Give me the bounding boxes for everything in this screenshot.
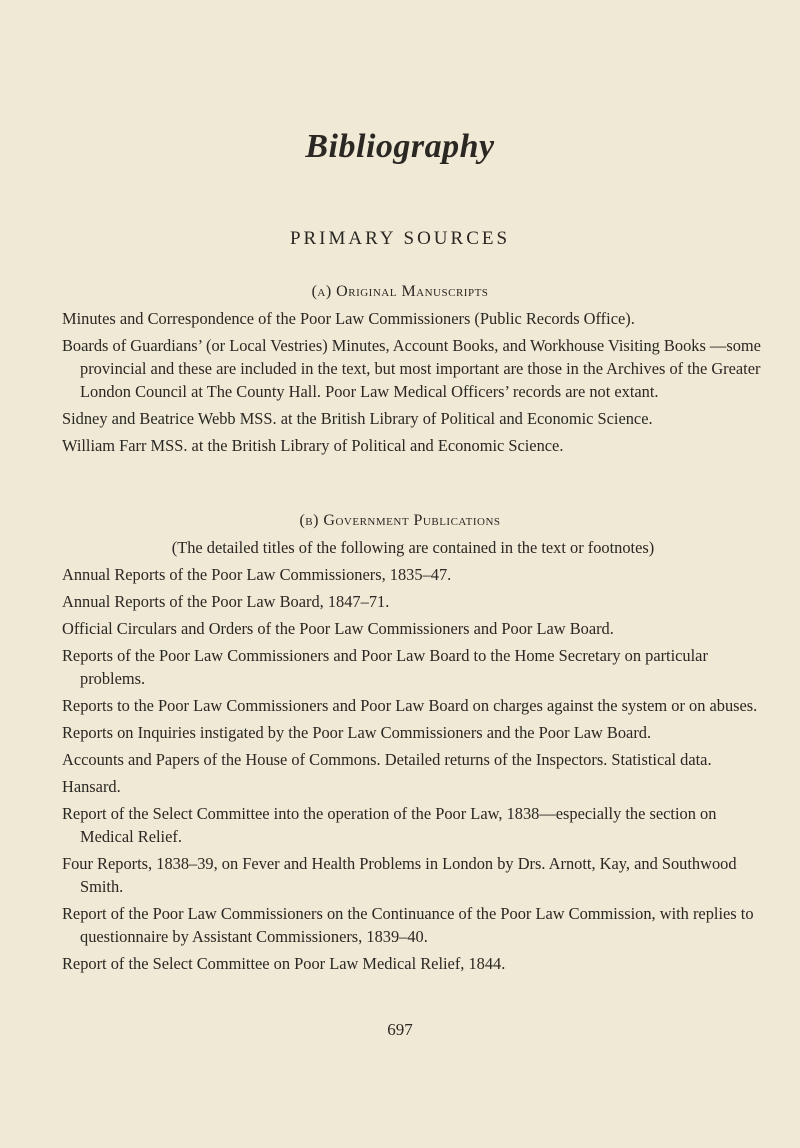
subsection-heading-manuscripts: (a) Original Manuscripts: [311, 283, 489, 300]
list-item: Sidney and Beatrice Webb MSS. at the British Library of Political and Economic Science.: [62, 409, 653, 428]
list-item: William Farr MSS. at the British Library of Political and Economic Science.: [62, 436, 564, 455]
list-item: Report of the Select Committee into the operation of the Poor Law, 1838—especially the section on Medical Relief.: [62, 804, 717, 846]
list-item: Accounts and Papers of the House of Commons. Detailed returns of the Inspectors. Statistical data.: [62, 750, 712, 769]
page-title: Bibliography: [305, 128, 495, 165]
government-publications-list: [62, 536, 764, 979]
list-item: Report of the Select Committee on Poor Law Medical Relief, 1844.: [62, 954, 506, 973]
list-item: Boards of Guardians’ (or Local Vestries) Minutes, Account Books, and Workhouse Visiting Books —some provincial and these are included in the text, but most important are those in the Archives of the Greater London Council at The County Hall. Poor Law Medical Officers’ records are not extant.: [62, 336, 761, 401]
list-item: Report of the Poor Law Commissioners on the Continuance of the Poor Law Commission, with replies to questionnaire by Assistant Commissioners, 1839–40.: [62, 904, 754, 946]
page-number: 697: [387, 1020, 413, 1039]
list-item: Annual Reports of the Poor Law Board, 1847–71.: [62, 592, 390, 611]
list-item: Four Reports, 1838–39, on Fever and Health Problems in London by Drs. Arnott, Kay, and Southwood Smith.: [62, 854, 737, 896]
list-item: Annual Reports of the Poor Law Commissioners, 1835–47.: [62, 565, 452, 584]
list-item: Hansard.: [62, 777, 121, 796]
list-item: Reports of the Poor Law Commissioners and Poor Law Board to the Home Secretary on particular problems.: [62, 646, 708, 688]
list-item: Reports on Inquiries instigated by the Poor Law Commissioners and the Poor Law Board.: [62, 723, 652, 742]
list-item: Reports to the Poor Law Commissioners and Poor Law Board on charges against the system or on abuses.: [62, 696, 758, 715]
list-item: Official Circulars and Orders of the Poor Law Commissioners and Poor Law Board.: [62, 619, 614, 638]
subsection-heading-government-publications: (b) Government Publications: [299, 512, 501, 529]
section-heading: PRIMARY SOURCES: [289, 228, 511, 249]
subsection-note: (The detailed titles of the following are contained in the text or footnotes): [171, 538, 655, 557]
manuscripts-list: [62, 307, 764, 461]
list-item: Minutes and Correspondence of the Poor Law Commissioners (Public Records Office).: [62, 309, 635, 328]
